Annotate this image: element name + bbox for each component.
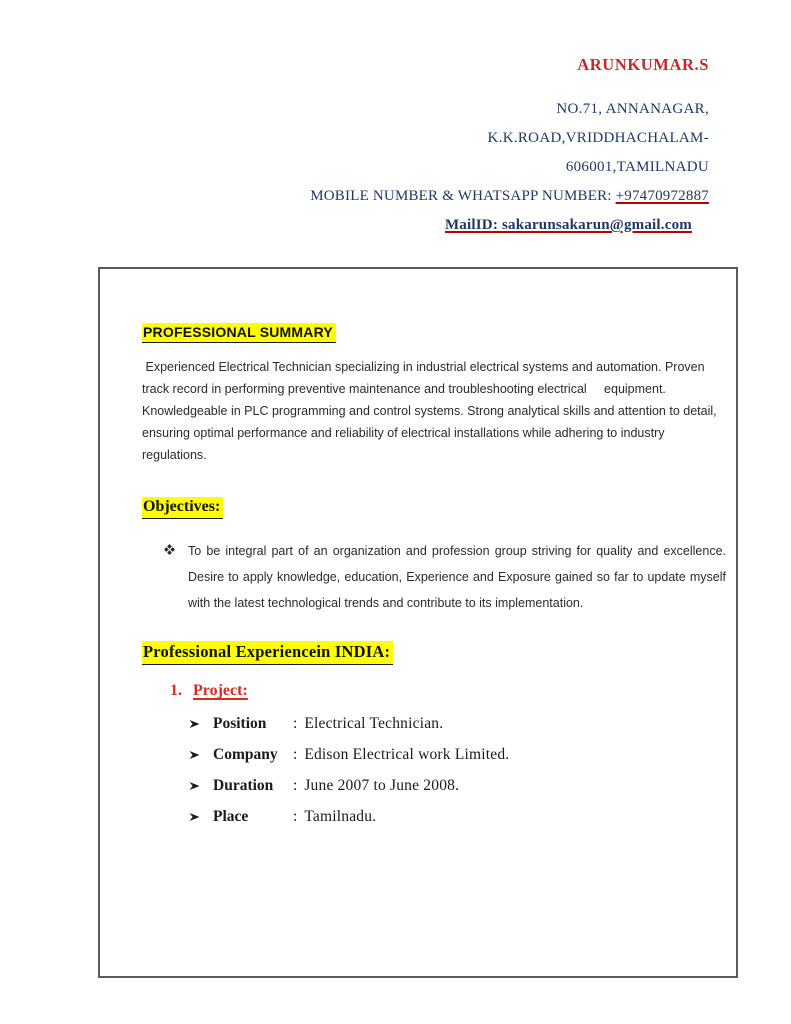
detail-value: June 2007 to June 2008. <box>304 777 460 794</box>
mobile-number-line <box>310 182 709 211</box>
experience-section <box>142 641 726 826</box>
detail-colon: : <box>293 777 298 794</box>
address-line-3: 606001,TAMILNADU <box>565 159 709 175</box>
right-arrowhead-icon <box>188 780 213 792</box>
project-number: 1. <box>170 682 182 699</box>
detail-label: Company <box>213 746 278 763</box>
professional-summary-section <box>142 323 726 466</box>
mail-id-line <box>310 211 692 240</box>
detail-row-duration <box>188 777 726 795</box>
objectives-heading: Objectives: <box>142 497 223 519</box>
phone-number-link[interactable]: +97470972887 <box>615 188 709 204</box>
detail-value: Tamilnadu. <box>304 808 377 825</box>
right-arrowhead-icon <box>188 749 213 761</box>
right-arrowhead-icon <box>188 811 213 823</box>
header-block <box>310 55 709 240</box>
four-diamond-icon <box>164 538 178 616</box>
objective-text: To be integral part of an organization and profession group striving for quality and excellence. Desire to apply knowledge, education, Experience and Exposure gained so far to update myself with the latest technological trends and contribute to its implementation. <box>188 544 726 610</box>
candidate-name: ARUNKUMAR.S <box>577 55 709 74</box>
objectives-section <box>142 497 726 616</box>
mobile-number-label: MOBILE NUMBER & WHATSAPP NUMBER: <box>310 188 616 204</box>
professional-summary-heading: PROFESSIONAL SUMMARY <box>142 323 336 343</box>
email-link[interactable]: MailID: sakarunsakarun@gmail.com <box>444 217 692 233</box>
resume-content-box <box>98 267 738 978</box>
project-line <box>142 682 726 700</box>
detail-value: Electrical Technician. <box>304 715 444 732</box>
address-line-1: NO.71, ANNANAGAR, <box>556 101 709 117</box>
professional-summary-text: Experienced Electrical Technician specializing in industrial electrical systems and automation. Proven track record in performing preventive maintenance and troubleshooting electrical equipment. Knowledgeable in PLC programming and control systems. Strong analytical skills and attention to detail, ensuring optimal performance and reliability of electrical installations while adhering to industry regulations. <box>142 360 721 462</box>
detail-row-company <box>188 746 726 764</box>
project-label: Project: <box>193 682 248 699</box>
detail-row-place <box>188 808 726 826</box>
detail-label: Place <box>213 808 249 825</box>
detail-value: Edison Electrical work Limited. <box>304 746 510 763</box>
detail-label: Position <box>213 715 267 732</box>
experience-heading: Professional Experiencein INDIA: <box>142 641 393 665</box>
detail-colon: : <box>293 715 298 732</box>
detail-row-position <box>188 715 726 733</box>
detail-label: Duration <box>213 777 274 794</box>
project-detail-rows <box>142 715 726 826</box>
detail-colon: : <box>293 808 298 825</box>
address-line-2: K.K.ROAD,VRIDDHACHALAM- <box>487 130 709 146</box>
objective-item <box>142 538 726 616</box>
right-arrowhead-icon <box>188 718 213 730</box>
detail-colon: : <box>293 746 298 763</box>
